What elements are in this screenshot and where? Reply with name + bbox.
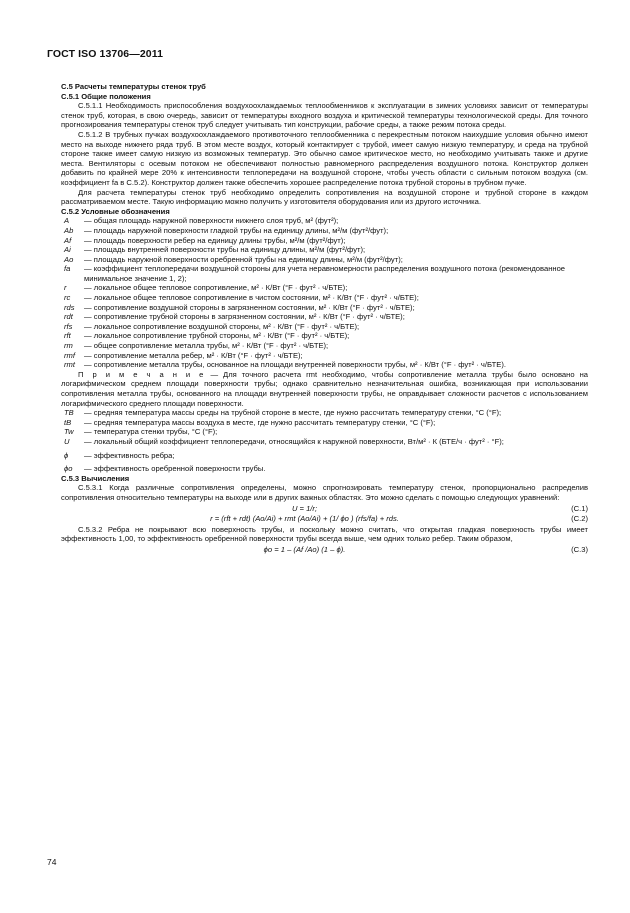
symbols-list [61, 216, 588, 370]
list-item: rdt — сопротивление трубной стороны в загрязненном состоянии, м² · К/Вт (°F · фут² · ч/БТЕ); [64, 312, 405, 322]
list-item: tB — средняя температура массы воздуха в месте, где нужно рассчитать температуру стенки, °C (°F); [64, 417, 436, 427]
subsection-title-3: C.5.3 Вычисления [61, 473, 130, 483]
list-item: TB — средняя температура массы среды на трубной стороне в месте, где нужно рассчитать температуру стенки, °C (°F); [64, 408, 502, 418]
paragraph-resistance: Для расчета температуры стенок труб необходимо определить сопротивления на воздушной стороне и трубной стороне в каждом рассматриваемом месте. Такую информацию можно получить у изготовителя оборудования или из другого источника. [61, 187, 588, 207]
paragraph-c532: C.5.3.2 Ребра не покрывают всю поверхность трубы, и поскольку можно считать, что открытая гладкая поверхность трубы имеет эффективность 1,00, то эффективность оребренной поверхности трубы всегда выше, чем одних только ребер. Таким образом, [61, 524, 588, 544]
page-number: 74 [47, 857, 57, 867]
list-item: rds — сопротивление воздушной стороны в загрязненном состоянии, м² · К/Вт (°F · фут² · ч/БТЕ); [64, 302, 415, 312]
paragraph-c531: C.5.3.1 Когда различные сопротивления определены, можно спрогнозировать температуру стенок, пропорционально распределив сопротивления относительно температуры на выходе или в других важных областях. Это можно сделать с помощью следующих уравнений: [61, 483, 588, 502]
list-item: Af — площадь поверхности ребер на единицу длины трубы, м²/м (фут²/фут); [64, 235, 346, 245]
list-item: rfs — локальное сопротивление воздушной стороны, м² · К/Вт (°F · фут² · ч/БТЕ); [64, 321, 360, 331]
list-item: rmf — сопротивление металла ребер, м² · К/Вт (°F · фут² · ч/БТЕ); [64, 350, 303, 360]
list-item: Ab — площадь наружной поверхности гладкой трубы на единицу длины, м²/м (фут²/фут); [64, 225, 389, 235]
paragraph-c511: C.5.1.1 Необходимость приспособления воздухоохлаждаемых теплообменников к эксплуатации в зимних условиях зависит от температуры стенок труб, которая, в свою очередь, зависит от температуры входного воздуха и критической температуры технологической среды. Для точного прогнозирования температуры стенок труб следует учитывать тип конструкции, рабочие среды, а также режим потока среды. [61, 101, 588, 130]
list-item: rmt — сопротивление металла трубы, основанное на площади внутренней поверхности трубы, м² · К/Вт (°F · фут² · ч/БТЕ). [64, 360, 506, 370]
list-item: rft — локальное сопротивление трубной стороны, м² · К/Вт (°F · фут² · ч/БТЕ); [64, 331, 350, 341]
paragraph-c512: C.5.1.2 В трубных пучках воздухоохлаждаемого противоточного теплообменника с перекрестным потоком наихудшие условия обычно имеют место на выходе нижнего ряда труб. В этом месте воздух, который контактирует с трубой, имеет самую низкую температуру, и среда на трубной стороне также имеет самую низкую из возможных температур. Это обычно самое критическое место, но необходимо учитывать также и другие места. Вентиляторы с осевым потоком не обеспечивают полностью равномерного распределения воздушного потока. Конструктор должен добавить по крайней мере 20% к интенсивности теплопередачи на воздушной стороне, чтобы учесть области с сильным потоком воздуха (см. коэффициент fa в C.5.2). Конструктор должен также обеспечить хорошее распределение потока трубной стороны в трубном пучке. [61, 129, 588, 187]
list-item: Ai — площадь внутренней поверхности трубы на единицу длины, м²/м (фут²/фут); [64, 245, 366, 255]
document-header: ГОСТ ISO 13706—2011 [47, 48, 164, 60]
list-item: fa — коэффициент теплопередачи воздушной стороны для учета неравномерности распределения воздушного потока (рекомендованное минимальное значение 1, 2); [64, 264, 566, 283]
list-item: A — общая площадь наружной поверхности нижнего слоя труб, м² (фут²); [64, 216, 339, 226]
subsection-title-2: C.5.2 Условные обозначения [61, 206, 170, 216]
list-item: ϕo — эффективность оребренной поверхности трубы. [64, 464, 266, 474]
list-item: Ao — площадь наружной поверхности оребренной трубы на единицу длины, м²/м (фут²/фут); [64, 254, 403, 264]
section-title: C.5 Расчеты температуры стенок труб [61, 82, 206, 91]
equation-c3: ϕo = 1 – (Af /Ao) (1 – ϕ). (C.3) [263, 544, 588, 554]
list-item: U — локальный общий коэффициент теплопередачи, относящийся к наружной поверхности, Вт/м² · К (БТЕ/ч · фут² · °F); [64, 436, 504, 446]
list-item: ϕ — эффективность ребра; [64, 450, 175, 460]
list-item: rm — общее сопротивление металла трубы, м² · К/Вт (°F · фут² · ч/БТЕ); [64, 341, 329, 351]
subsection-title-1: C.5.1 Общие положения [61, 91, 151, 101]
list-item: r — локальное общее тепловое сопротивление, м² · К/Вт (°F · фут² · ч/БТЕ); [64, 283, 348, 293]
list-item: rc — локальное общее тепловое сопротивление в чистом состоянии, м² · К/Вт (°F · фут² · ч/БТЕ); [64, 293, 419, 303]
symbols-list-2 [61, 408, 588, 474]
list-item: Tw — температура стенки трубы, °C (°F); [64, 427, 218, 437]
page-content [61, 82, 588, 556]
note-paragraph: П р и м е ч а н и е — Для точного расчета rmt необходимо, чтобы сопротивление металла трубы было основано на логарифмическом среднем площади поверхности трубы; однако сравнительно незначительная ошибка, возникающая при использовании сопротивления металла трубы, основанного на площади внутренней поверхности трубы, не оправдывает сложности расчетов с использованием логарифмического среднего площади поверхности. [61, 369, 588, 408]
equation-c1: U = 1/r; (C.1) [291, 503, 588, 513]
equation-c2: r = (rft + rdt) (Ao/Ai) + rmt (Ao/Ai) + (1/ ϕo ) (rfs/fa) + rds. (C.2) [210, 514, 588, 524]
